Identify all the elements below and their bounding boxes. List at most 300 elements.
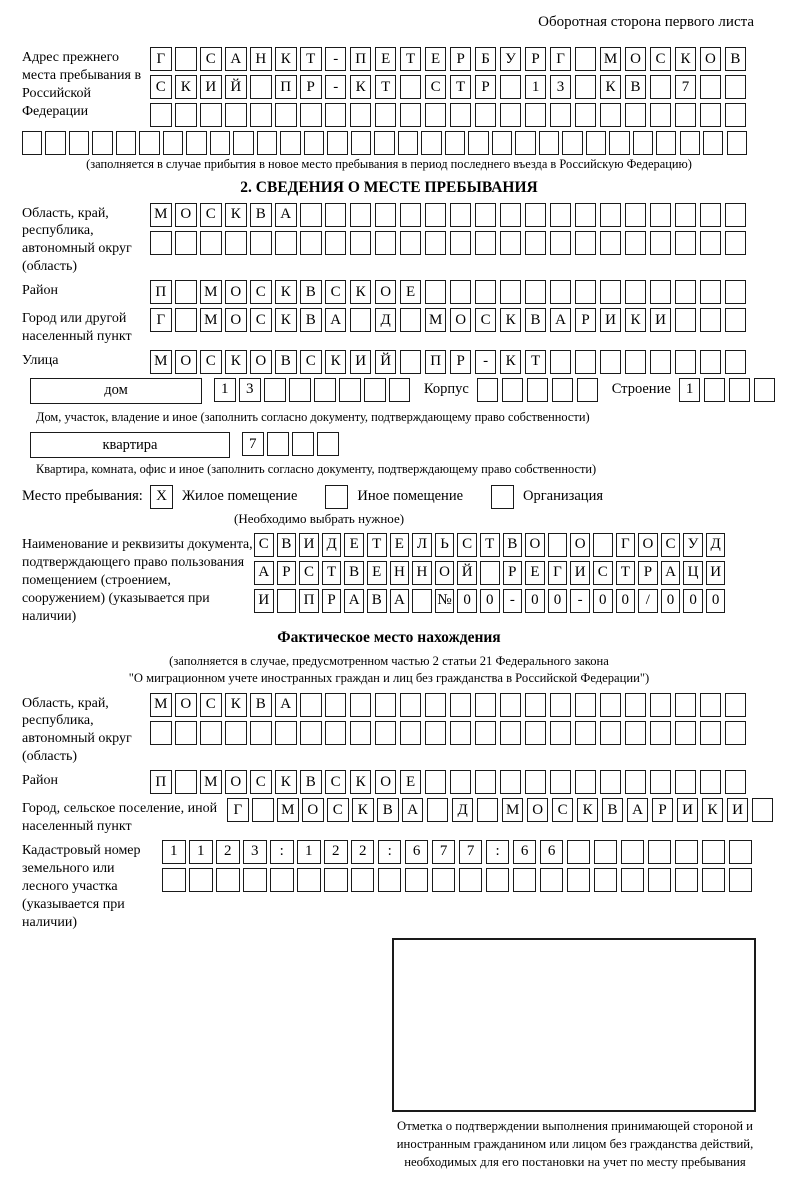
char-box[interactable]: [525, 721, 547, 745]
char-box[interactable]: [375, 721, 397, 745]
char-box[interactable]: [552, 378, 574, 402]
char-box[interactable]: [175, 103, 197, 127]
char-box[interactable]: [425, 231, 447, 255]
char-box[interactable]: К: [500, 308, 522, 332]
char-box[interactable]: Г: [548, 561, 568, 585]
char-box[interactable]: М: [200, 308, 222, 332]
char-box[interactable]: [586, 131, 606, 155]
char-box[interactable]: К: [225, 203, 247, 227]
char-box[interactable]: В: [525, 308, 547, 332]
char-box[interactable]: [600, 350, 622, 374]
char-box[interactable]: [300, 721, 322, 745]
char-box[interactable]: 7: [675, 75, 697, 99]
char-box[interactable]: 3: [243, 840, 267, 864]
char-box[interactable]: Т: [322, 561, 342, 585]
char-box[interactable]: [600, 770, 622, 794]
char-box[interactable]: Р: [638, 561, 658, 585]
char-box[interactable]: В: [300, 770, 322, 794]
char-box[interactable]: [405, 868, 429, 892]
char-box[interactable]: [525, 203, 547, 227]
char-box[interactable]: [139, 131, 159, 155]
char-box[interactable]: [675, 693, 697, 717]
char-box[interactable]: Ь: [435, 533, 455, 557]
char-box[interactable]: [650, 770, 672, 794]
char-box[interactable]: Р: [475, 75, 497, 99]
char-box[interactable]: [400, 203, 422, 227]
char-box[interactable]: [374, 131, 394, 155]
char-box[interactable]: М: [200, 770, 222, 794]
char-box[interactable]: [594, 868, 618, 892]
char-box[interactable]: [233, 131, 253, 155]
char-box[interactable]: Н: [412, 561, 432, 585]
char-box[interactable]: [575, 231, 597, 255]
char-box[interactable]: [675, 350, 697, 374]
char-box[interactable]: [375, 231, 397, 255]
char-box[interactable]: [250, 103, 272, 127]
char-box[interactable]: [400, 103, 422, 127]
char-box[interactable]: [150, 231, 172, 255]
char-box[interactable]: [600, 693, 622, 717]
char-box[interactable]: О: [638, 533, 658, 557]
char-box[interactable]: Т: [616, 561, 636, 585]
char-box[interactable]: Р: [652, 798, 674, 822]
char-box[interactable]: [675, 203, 697, 227]
char-box[interactable]: [625, 280, 647, 304]
char-box[interactable]: [562, 131, 582, 155]
char-box[interactable]: 6: [405, 840, 429, 864]
char-box[interactable]: С: [254, 533, 274, 557]
char-box[interactable]: [92, 131, 112, 155]
char-box[interactable]: [675, 721, 697, 745]
char-box[interactable]: [502, 378, 524, 402]
char-box[interactable]: И: [706, 561, 726, 585]
char-box[interactable]: [500, 280, 522, 304]
char-box[interactable]: К: [275, 770, 297, 794]
char-box[interactable]: М: [502, 798, 524, 822]
char-box[interactable]: [480, 561, 500, 585]
char-box[interactable]: О: [375, 280, 397, 304]
char-box[interactable]: Р: [575, 308, 597, 332]
char-box[interactable]: [550, 280, 572, 304]
char-box[interactable]: Н: [250, 47, 272, 71]
char-box[interactable]: [725, 770, 747, 794]
char-box[interactable]: К: [275, 47, 297, 71]
char-box[interactable]: [300, 103, 322, 127]
char-box[interactable]: 3: [550, 75, 572, 99]
char-box[interactable]: [243, 868, 267, 892]
char-box[interactable]: [575, 47, 597, 71]
char-box[interactable]: [594, 840, 618, 864]
char-box[interactable]: [575, 350, 597, 374]
char-box[interactable]: [600, 280, 622, 304]
char-box[interactable]: [250, 721, 272, 745]
char-box[interactable]: -: [475, 350, 497, 374]
char-box[interactable]: [575, 203, 597, 227]
char-box[interactable]: И: [677, 798, 699, 822]
char-box[interactable]: [525, 103, 547, 127]
char-box[interactable]: №: [435, 589, 455, 613]
char-box[interactable]: М: [425, 308, 447, 332]
char-box[interactable]: [375, 203, 397, 227]
char-box[interactable]: Г: [616, 533, 636, 557]
char-box[interactable]: [575, 103, 597, 127]
char-box[interactable]: Г: [150, 308, 172, 332]
char-box[interactable]: [567, 868, 591, 892]
char-box[interactable]: С: [325, 770, 347, 794]
char-box[interactable]: 0: [616, 589, 636, 613]
char-box[interactable]: [575, 721, 597, 745]
char-box[interactable]: [700, 721, 722, 745]
char-box[interactable]: [45, 131, 65, 155]
char-box[interactable]: [550, 693, 572, 717]
char-box[interactable]: О: [225, 770, 247, 794]
char-box[interactable]: [475, 770, 497, 794]
char-box[interactable]: 1: [214, 378, 236, 402]
char-box[interactable]: [225, 721, 247, 745]
char-box[interactable]: К: [600, 75, 622, 99]
char-box[interactable]: [700, 770, 722, 794]
char-box[interactable]: 2: [351, 840, 375, 864]
char-box[interactable]: [400, 350, 422, 374]
char-box[interactable]: [513, 868, 537, 892]
char-box[interactable]: 0: [457, 589, 477, 613]
char-box[interactable]: [200, 103, 222, 127]
char-box[interactable]: К: [225, 693, 247, 717]
char-box[interactable]: 3: [239, 378, 261, 402]
char-box[interactable]: [162, 868, 186, 892]
char-box[interactable]: [703, 131, 723, 155]
char-box[interactable]: У: [683, 533, 703, 557]
char-box[interactable]: [725, 103, 747, 127]
char-box[interactable]: [425, 103, 447, 127]
char-box[interactable]: [400, 308, 422, 332]
char-box[interactable]: [225, 231, 247, 255]
char-box[interactable]: [304, 131, 324, 155]
char-box[interactable]: Т: [400, 47, 422, 71]
char-box[interactable]: 1: [679, 378, 701, 402]
char-box[interactable]: М: [200, 280, 222, 304]
char-box[interactable]: [625, 203, 647, 227]
char-box[interactable]: К: [275, 308, 297, 332]
char-box[interactable]: [650, 75, 672, 99]
char-box[interactable]: И: [650, 308, 672, 332]
char-box[interactable]: [700, 75, 722, 99]
char-box[interactable]: И: [254, 589, 274, 613]
char-box[interactable]: [650, 103, 672, 127]
char-box[interactable]: [515, 131, 535, 155]
char-box[interactable]: [400, 231, 422, 255]
char-box[interactable]: А: [627, 798, 649, 822]
char-box[interactable]: [729, 868, 753, 892]
char-box[interactable]: [425, 203, 447, 227]
char-box[interactable]: [702, 840, 726, 864]
char-box[interactable]: [625, 350, 647, 374]
char-box[interactable]: П: [299, 589, 319, 613]
char-box[interactable]: [525, 231, 547, 255]
stay-type-checkbox[interactable]: [325, 485, 348, 509]
char-box[interactable]: К: [702, 798, 724, 822]
char-box[interactable]: [500, 721, 522, 745]
char-box[interactable]: К: [675, 47, 697, 71]
char-box[interactable]: Д: [452, 798, 474, 822]
char-box[interactable]: Е: [390, 533, 410, 557]
char-box[interactable]: Т: [367, 533, 387, 557]
char-box[interactable]: [250, 231, 272, 255]
char-box[interactable]: С: [200, 350, 222, 374]
char-box[interactable]: Д: [322, 533, 342, 557]
char-box[interactable]: [475, 721, 497, 745]
char-box[interactable]: [625, 103, 647, 127]
char-box[interactable]: [593, 533, 613, 557]
char-box[interactable]: [754, 378, 776, 402]
char-box[interactable]: О: [225, 308, 247, 332]
char-box[interactable]: А: [390, 589, 410, 613]
char-box[interactable]: [450, 770, 472, 794]
char-box[interactable]: [459, 868, 483, 892]
char-box[interactable]: [69, 131, 89, 155]
char-box[interactable]: О: [527, 798, 549, 822]
char-box[interactable]: [700, 103, 722, 127]
char-box[interactable]: Е: [400, 280, 422, 304]
char-box[interactable]: И: [727, 798, 749, 822]
char-box[interactable]: [216, 868, 240, 892]
char-box[interactable]: С: [325, 280, 347, 304]
char-box[interactable]: [175, 231, 197, 255]
char-box[interactable]: [648, 840, 672, 864]
char-box[interactable]: П: [150, 770, 172, 794]
char-box[interactable]: С: [250, 280, 272, 304]
char-box[interactable]: [325, 721, 347, 745]
char-box[interactable]: [275, 103, 297, 127]
char-box[interactable]: [725, 203, 747, 227]
char-box[interactable]: Р: [300, 75, 322, 99]
char-box[interactable]: [729, 378, 751, 402]
char-box[interactable]: А: [275, 693, 297, 717]
char-box[interactable]: С: [552, 798, 574, 822]
char-box[interactable]: Й: [375, 350, 397, 374]
char-box[interactable]: Е: [375, 47, 397, 71]
char-box[interactable]: /: [638, 589, 658, 613]
char-box[interactable]: [567, 840, 591, 864]
char-box[interactable]: [700, 693, 722, 717]
char-box[interactable]: Б: [475, 47, 497, 71]
char-box[interactable]: А: [550, 308, 572, 332]
char-box[interactable]: -: [570, 589, 590, 613]
char-box[interactable]: [550, 203, 572, 227]
char-box[interactable]: М: [600, 47, 622, 71]
char-box[interactable]: О: [375, 770, 397, 794]
char-box[interactable]: [186, 131, 206, 155]
char-box[interactable]: С: [425, 75, 447, 99]
char-box[interactable]: И: [570, 561, 590, 585]
char-box[interactable]: Е: [400, 770, 422, 794]
char-box[interactable]: С: [475, 308, 497, 332]
char-box[interactable]: :: [378, 840, 402, 864]
char-box[interactable]: А: [254, 561, 274, 585]
char-box[interactable]: [500, 75, 522, 99]
char-box[interactable]: [378, 868, 402, 892]
char-box[interactable]: С: [457, 533, 477, 557]
char-box[interactable]: [432, 868, 456, 892]
char-box[interactable]: [727, 131, 747, 155]
char-box[interactable]: [575, 770, 597, 794]
char-box[interactable]: 6: [513, 840, 537, 864]
char-box[interactable]: И: [600, 308, 622, 332]
char-box[interactable]: [675, 280, 697, 304]
char-box[interactable]: [116, 131, 136, 155]
char-box[interactable]: [257, 131, 277, 155]
char-box[interactable]: [280, 131, 300, 155]
char-box[interactable]: [277, 589, 297, 613]
char-box[interactable]: А: [402, 798, 424, 822]
char-box[interactable]: В: [277, 533, 297, 557]
char-box[interactable]: [450, 721, 472, 745]
char-box[interactable]: [700, 350, 722, 374]
char-box[interactable]: С: [200, 203, 222, 227]
char-box[interactable]: О: [570, 533, 590, 557]
char-box[interactable]: [275, 231, 297, 255]
char-box[interactable]: К: [350, 280, 372, 304]
char-box[interactable]: [625, 231, 647, 255]
char-box[interactable]: [22, 131, 42, 155]
char-box[interactable]: В: [300, 280, 322, 304]
char-box[interactable]: [575, 693, 597, 717]
char-box[interactable]: [325, 231, 347, 255]
char-box[interactable]: [468, 131, 488, 155]
char-box[interactable]: Г: [227, 798, 249, 822]
char-box[interactable]: [175, 721, 197, 745]
char-box[interactable]: [425, 770, 447, 794]
char-box[interactable]: [656, 131, 676, 155]
char-box[interactable]: А: [661, 561, 681, 585]
char-box[interactable]: [725, 721, 747, 745]
char-box[interactable]: [500, 231, 522, 255]
char-box[interactable]: [351, 131, 371, 155]
char-box[interactable]: [450, 103, 472, 127]
char-box[interactable]: [675, 103, 697, 127]
char-box[interactable]: [621, 840, 645, 864]
char-box[interactable]: В: [602, 798, 624, 822]
char-box[interactable]: [412, 589, 432, 613]
char-box[interactable]: О: [302, 798, 324, 822]
char-box[interactable]: [650, 721, 672, 745]
char-box[interactable]: [325, 103, 347, 127]
char-box[interactable]: 1: [297, 840, 321, 864]
char-box[interactable]: [477, 378, 499, 402]
char-box[interactable]: В: [503, 533, 523, 557]
char-box[interactable]: 0: [525, 589, 545, 613]
char-box[interactable]: Р: [322, 589, 342, 613]
char-box[interactable]: [700, 308, 722, 332]
char-box[interactable]: [704, 378, 726, 402]
char-box[interactable]: К: [350, 770, 372, 794]
char-box[interactable]: [270, 868, 294, 892]
char-box[interactable]: [163, 131, 183, 155]
char-box[interactable]: [550, 770, 572, 794]
char-box[interactable]: [539, 131, 559, 155]
char-box[interactable]: :: [486, 840, 510, 864]
char-box[interactable]: [264, 378, 286, 402]
char-box[interactable]: [525, 693, 547, 717]
char-box[interactable]: [421, 131, 441, 155]
char-box[interactable]: [267, 432, 289, 456]
char-box[interactable]: 1: [189, 840, 213, 864]
char-box[interactable]: [500, 693, 522, 717]
char-box[interactable]: Г: [550, 47, 572, 71]
char-box[interactable]: И: [350, 350, 372, 374]
char-box[interactable]: [425, 721, 447, 745]
char-box[interactable]: -: [325, 47, 347, 71]
char-box[interactable]: [600, 203, 622, 227]
char-box[interactable]: [175, 308, 197, 332]
char-box[interactable]: [317, 432, 339, 456]
char-box[interactable]: [477, 798, 499, 822]
char-box[interactable]: Й: [225, 75, 247, 99]
char-box[interactable]: [525, 770, 547, 794]
char-box[interactable]: 7: [459, 840, 483, 864]
char-box[interactable]: С: [200, 47, 222, 71]
char-box[interactable]: О: [250, 350, 272, 374]
char-box[interactable]: Д: [375, 308, 397, 332]
char-box[interactable]: [364, 378, 386, 402]
char-box[interactable]: О: [435, 561, 455, 585]
char-box[interactable]: С: [300, 350, 322, 374]
char-box[interactable]: М: [277, 798, 299, 822]
char-box[interactable]: [475, 103, 497, 127]
char-box[interactable]: [351, 868, 375, 892]
char-box[interactable]: [375, 693, 397, 717]
char-box[interactable]: [200, 231, 222, 255]
char-box[interactable]: [675, 231, 697, 255]
char-box[interactable]: А: [344, 589, 364, 613]
char-box[interactable]: [675, 840, 699, 864]
char-box[interactable]: [475, 203, 497, 227]
char-box[interactable]: [427, 798, 449, 822]
char-box[interactable]: А: [225, 47, 247, 71]
char-box[interactable]: [475, 280, 497, 304]
char-box[interactable]: [327, 131, 347, 155]
char-box[interactable]: [675, 308, 697, 332]
char-box[interactable]: [550, 231, 572, 255]
char-box[interactable]: [650, 693, 672, 717]
char-box[interactable]: В: [344, 561, 364, 585]
char-box[interactable]: В: [625, 75, 647, 99]
char-box[interactable]: Е: [525, 561, 545, 585]
char-box[interactable]: А: [275, 203, 297, 227]
char-box[interactable]: Н: [390, 561, 410, 585]
char-box[interactable]: И: [200, 75, 222, 99]
char-box[interactable]: С: [150, 75, 172, 99]
char-box[interactable]: [550, 721, 572, 745]
char-box[interactable]: Г: [150, 47, 172, 71]
char-box[interactable]: 0: [480, 589, 500, 613]
char-box[interactable]: И: [299, 533, 319, 557]
char-box[interactable]: К: [625, 308, 647, 332]
char-box[interactable]: [650, 280, 672, 304]
char-box[interactable]: 0: [548, 589, 568, 613]
char-box[interactable]: [680, 131, 700, 155]
char-box[interactable]: [475, 693, 497, 717]
char-box[interactable]: [700, 203, 722, 227]
char-box[interactable]: [175, 770, 197, 794]
char-box[interactable]: [550, 103, 572, 127]
char-box[interactable]: [297, 868, 321, 892]
char-box[interactable]: [648, 868, 672, 892]
char-box[interactable]: 1: [525, 75, 547, 99]
char-box[interactable]: К: [275, 280, 297, 304]
char-box[interactable]: В: [275, 350, 297, 374]
char-box[interactable]: 0: [683, 589, 703, 613]
